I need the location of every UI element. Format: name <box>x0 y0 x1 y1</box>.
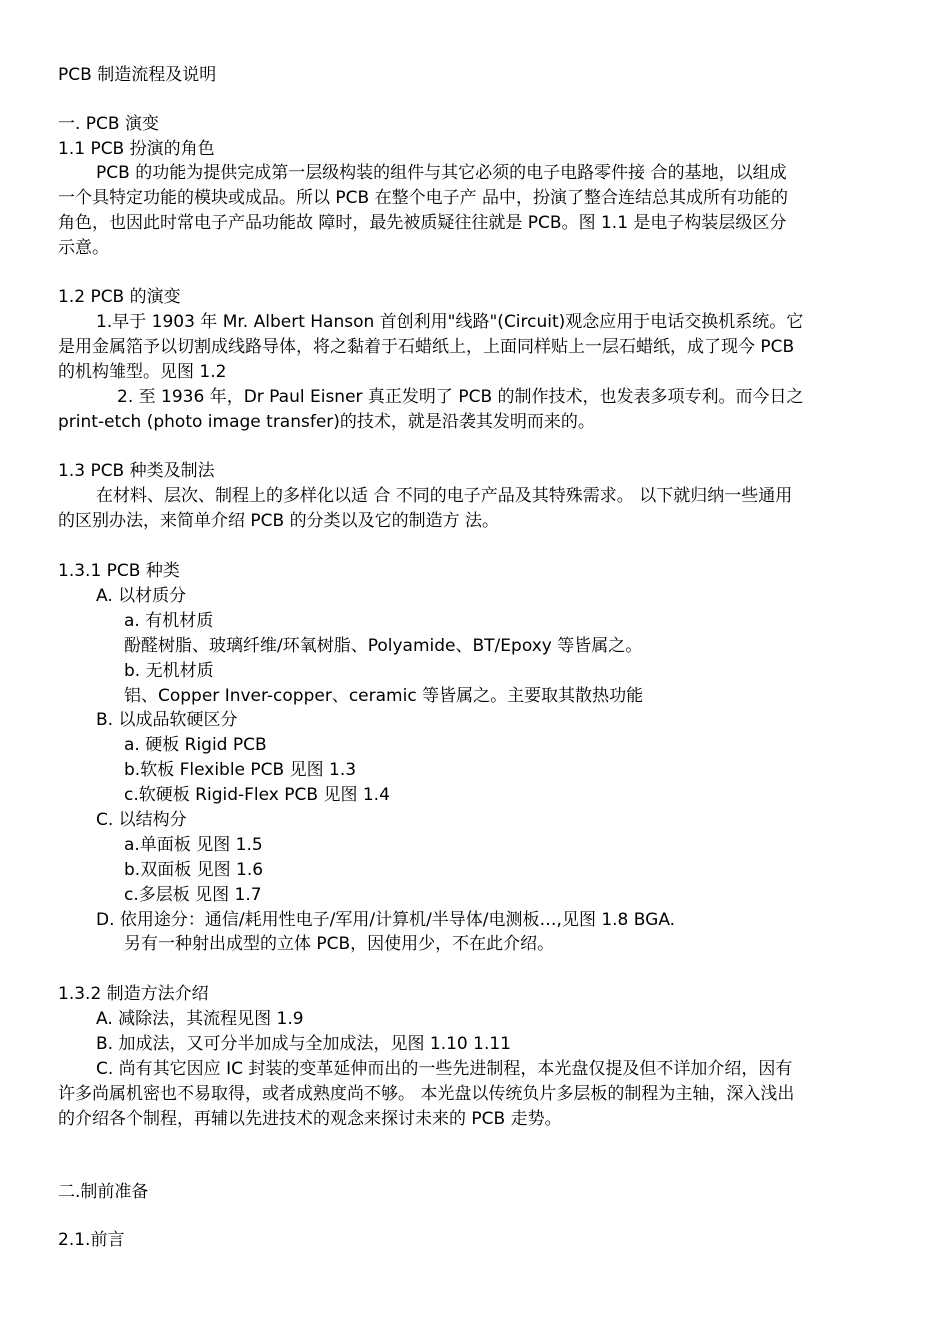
list-item: 另有一种射出成型的立体 PCB，因使用少，不在此介绍。 <box>124 934 555 954</box>
subsection-heading-1-2: 1.2 PCB 的演变 <box>58 287 181 307</box>
subsection-heading-1-1: 1.1 PCB 扮演的角色 <box>58 139 215 159</box>
list-item: A. 减除法，其流程见图 1.9 <box>96 1009 304 1029</box>
paragraph-line: 的区别办法，来简单介绍 PCB 的分类以及它的制造方 法。 <box>58 511 499 531</box>
paragraph-line: 一个具特定功能的模块或成品。所以 PCB 在整个电子产 品中，扮演了整合连结总其成所有功能的 <box>58 188 788 208</box>
list-item: b.软板 Flexible PCB 见图 1.3 <box>124 760 357 780</box>
section-heading-2: 二.制前准备 <box>58 1182 149 1202</box>
list-item: B. 加成法，又可分半加成与全加成法，见图 1.10 1.11 <box>96 1034 511 1054</box>
list-item: 铝、Copper Inver-copper、ceramic 等皆属之。主要取其散热功能 <box>124 686 644 706</box>
paragraph-line: 是用金属箔予以切割成线路导体，将之黏着于石蜡纸上，上面同样贴上一层石蜡纸，成了现今 PCB <box>58 337 795 357</box>
paragraph-line: 角色，也因此时常电子产品功能故 障时，最先被质疑往往就是 PCB。图 1.1 是电子构装层级区分 <box>58 213 787 233</box>
paragraph-line: 示意。 <box>58 238 109 258</box>
list-item: B. 以成品软硬区分 <box>96 710 238 730</box>
paragraph-line: print-etch (photo image transfer)的技术，就是沿袭其发明而来的。 <box>58 412 595 432</box>
document-page <box>58 0 898 1344</box>
paragraph-line: 2. 至 1936 年，Dr Paul Eisner 真正发明了 PCB 的制作技术，也发表多项专利。而今日之 <box>117 387 804 407</box>
paragraph-line: PCB 的功能为提供完成第一层级构装的组件与其它必须的电子电路零件接 合的基地，以组成 <box>96 163 787 183</box>
list-item: D. 依用途分：通信/耗用性电子/军用/计算机/半导体/电测板…,见图 1.8 BGA. <box>96 910 676 930</box>
list-item: a.单面板 见图 1.5 <box>124 835 263 855</box>
list-item: 酚醛树脂、玻璃纤维/环氧树脂、Polyamide、BT/Epoxy 等皆属之。 <box>124 636 643 656</box>
list-item: a. 硬板 Rigid PCB <box>124 735 267 755</box>
subsection-heading-1-3-1: 1.3.1 PCB 种类 <box>58 561 180 581</box>
subsection-heading-2-1: 2.1.前言 <box>58 1230 125 1250</box>
list-item: a. 有机材质 <box>124 611 214 631</box>
subsection-heading-1-3: 1.3 PCB 种类及制法 <box>58 461 215 481</box>
paragraph-line: 1.早于 1903 年 Mr. Albert Hanson 首创利用"线路"(Circuit)观念应用于电话交换机系统。它 <box>96 312 804 332</box>
paragraph-line: 的介绍各个制程，再辅以先进技术的观念来探讨未来的 PCB 走势。 <box>58 1109 562 1129</box>
section-heading-1: 一. PCB 演变 <box>58 114 159 134</box>
paragraph-line: 许多尚属机密也不易取得，或者成熟度尚不够。 本光盘以传统负片多层板的制程为主轴，深入浅出 <box>58 1084 795 1104</box>
list-item: C. 以结构分 <box>96 810 187 830</box>
paragraph-line: 的机构雏型。见图 1.2 <box>58 362 227 382</box>
list-item: c.多层板 见图 1.7 <box>124 885 262 905</box>
list-item: C. 尚有其它因应 IC 封装的变革延伸而出的一些先进制程，本光盘仅提及但不详加介绍，因有 <box>96 1059 793 1079</box>
subsection-heading-1-3-2: 1.3.2 制造方法介绍 <box>58 984 209 1004</box>
list-item: c.软硬板 Rigid-Flex PCB 见图 1.4 <box>124 785 390 805</box>
document-title: PCB 制造流程及说明 <box>58 65 217 85</box>
list-item: A. 以材质分 <box>96 586 187 606</box>
paragraph-line: 在材料、层次、制程上的多样化以适 合 不同的电子产品及其特殊需求。 以下就归纳一些通用 <box>96 486 793 506</box>
list-item: b.双面板 见图 1.6 <box>124 860 264 880</box>
list-item: b. 无机材质 <box>124 661 214 681</box>
